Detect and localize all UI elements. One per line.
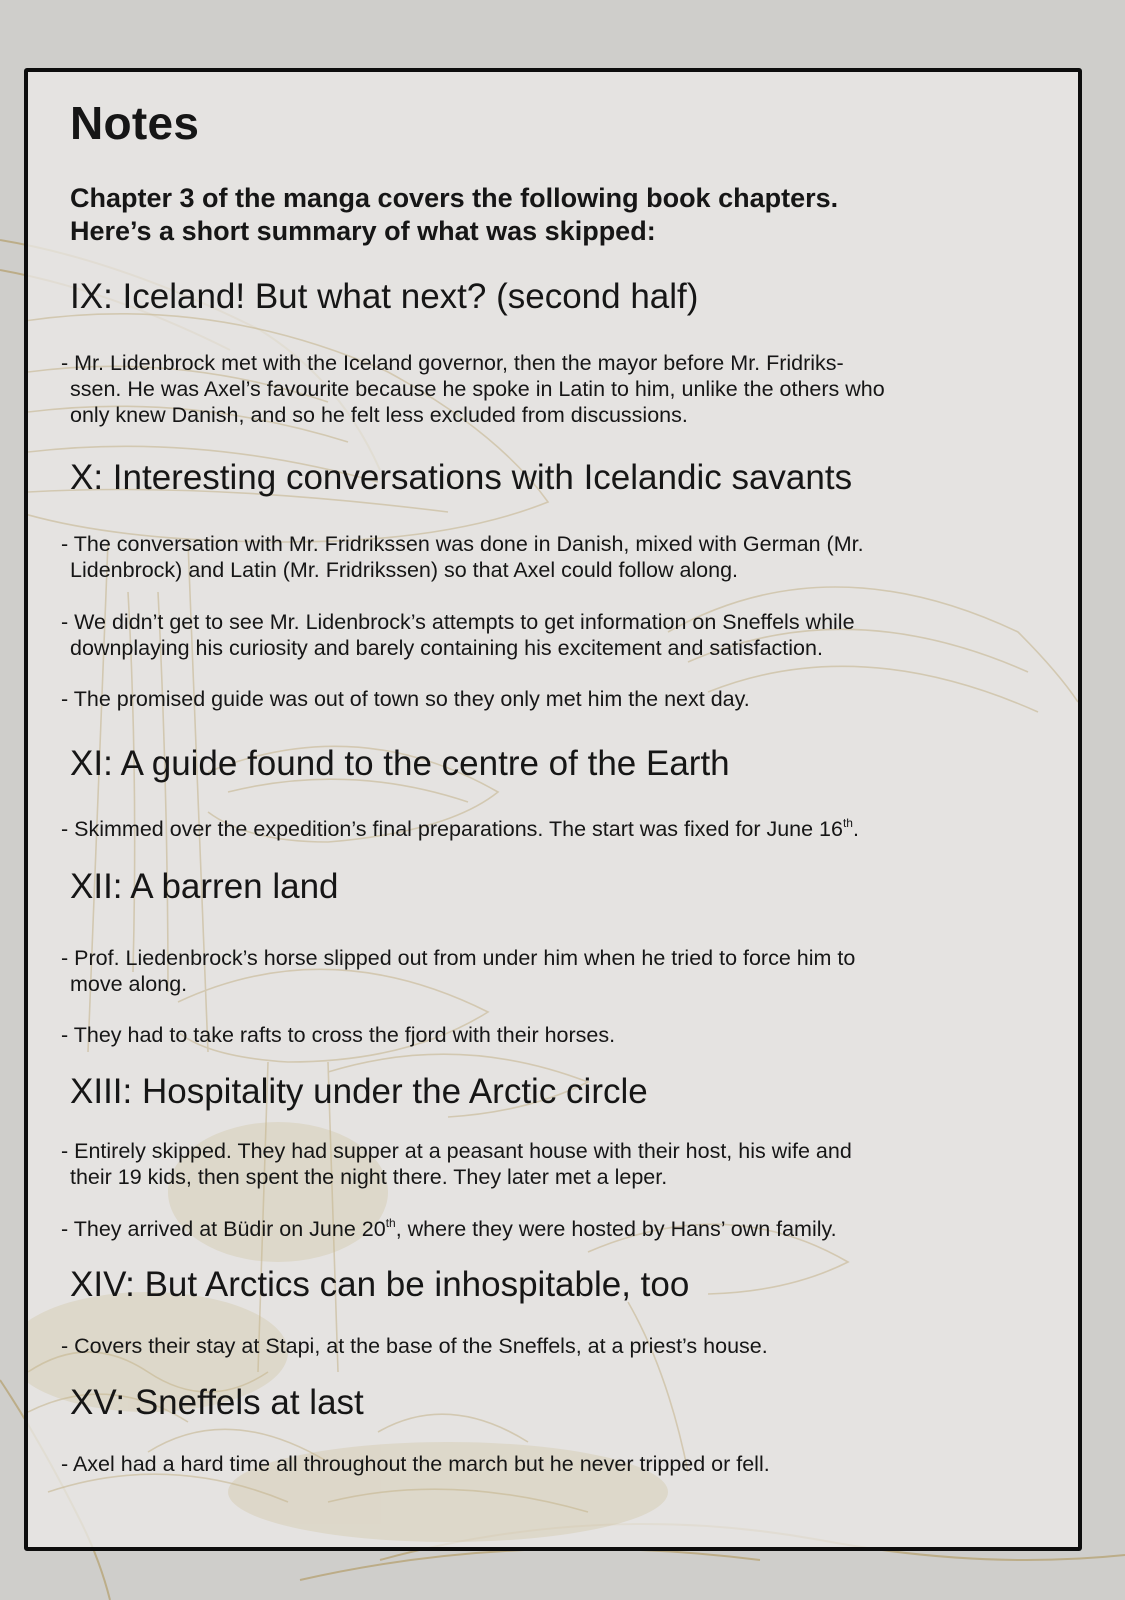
chapter-heading-xiii: XIII: Hospitality under the Arctic circle [70, 1072, 648, 1111]
note-text: - Skimmed over the expedition’s final preparations. The start was fixed for June 16 [61, 817, 843, 841]
note-item [61, 350, 1061, 428]
note-item [61, 1138, 1061, 1190]
note-text: . [852, 817, 859, 841]
chapter-heading-xii: XII: A barren land [70, 867, 339, 906]
intro-text [70, 182, 1030, 248]
chapter-heading-xv: XV: Sneffels at last [70, 1383, 364, 1422]
chapter-heading-x: X: Interesting conversations with Icelandic savants [70, 458, 853, 497]
note-line: - The promised guide was out of town so they only met him the next day. [61, 687, 750, 711]
note-item [61, 1216, 1061, 1242]
note-item [61, 686, 1061, 712]
note-line: - Axel had a hard time all throughout the march but he never tripped or fell. [61, 1452, 770, 1476]
notes-panel [24, 68, 1082, 1551]
note-line: Lidenbrock) and Latin (Mr. Fridrikssen) so that Axel could follow along. [70, 558, 739, 582]
note-item [61, 816, 1061, 842]
note-item [61, 1333, 1061, 1359]
note-line: - They had to take rafts to cross the fjord with their horses. [61, 1023, 616, 1047]
note-item [61, 531, 1061, 583]
note-line: only knew Danish, and so he felt less excluded from discussions. [70, 403, 688, 427]
note-line: move along. [70, 972, 188, 996]
note-line: - The conversation with Mr. Fridrikssen was done in Danish, mixed with German (Mr. [61, 532, 864, 556]
note-line: - Covers their stay at Stapi, at the base of the Sneffels, at a priest’s house. [61, 1334, 768, 1358]
note-line [61, 1216, 1061, 1242]
note-item [61, 609, 1061, 661]
note-line: - Entirely skipped. They had supper at a peasant house with their host, his wife and [61, 1139, 852, 1163]
note-line: - Prof. Liedenbrock’s horse slipped out from under him when he tried to force him to [61, 946, 856, 970]
intro-line: Here’s a short summary of what was skipped: [70, 216, 656, 246]
note-item [61, 1451, 1061, 1477]
ordinal-suffix: th [842, 816, 853, 830]
note-line: - Mr. Lidenbrock met with the Iceland governor, then the mayor before Mr. Fridriks- [61, 351, 844, 375]
chapter-heading-xi: XI: A guide found to the centre of the Earth [70, 744, 730, 783]
chapter-heading-ix: IX: Iceland! But what next? (second half) [70, 277, 699, 316]
note-item [61, 945, 1061, 997]
ordinal-suffix: th [385, 1216, 396, 1230]
intro-line: Chapter 3 of the manga covers the following book chapters. [70, 183, 839, 213]
note-line [61, 816, 1061, 842]
note-item [61, 1022, 1061, 1048]
chapter-heading-xiv: XIV: But Arctics can be inhospitable, too [70, 1265, 690, 1304]
note-text: - They arrived at Büdir on June 20 [61, 1217, 386, 1241]
note-line: - We didn’t get to see Mr. Lidenbrock’s attempts to get information on Sneffels while [61, 610, 855, 634]
note-line: ssen. He was Axel’s favourite because he spoke in Latin to him, unlike the others who [70, 377, 885, 401]
note-text: , where they were hosted by Hans’ own family. [395, 1217, 837, 1241]
page-title: Notes [70, 97, 200, 149]
note-line: downplaying his curiosity and barely containing his excitement and satisfaction. [70, 636, 823, 660]
note-line: their 19 kids, then spent the night there. They later met a leper. [70, 1165, 668, 1189]
